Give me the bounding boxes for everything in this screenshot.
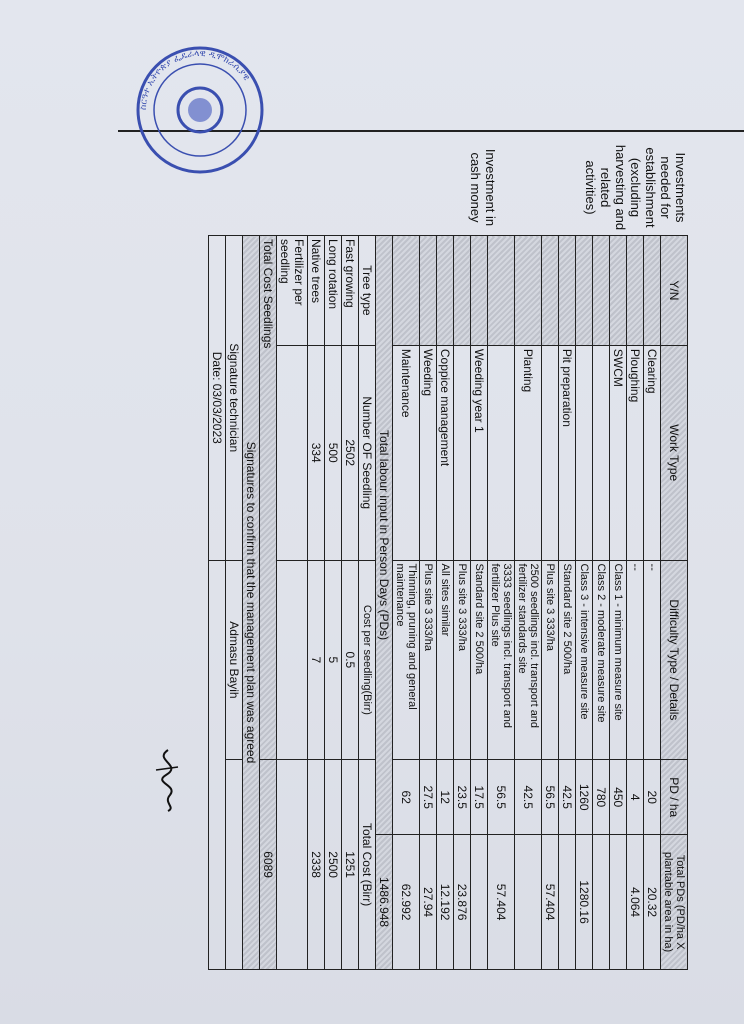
technician-row <box>226 236 243 970</box>
seedling-row <box>277 236 308 970</box>
labour-row <box>576 236 593 970</box>
cell-diff: 3333 seedlings incl. transport and fertilizer Plus site <box>488 560 515 760</box>
cell-total <box>559 835 576 970</box>
cell-pd: 1260 <box>576 760 593 835</box>
labour-row <box>593 236 610 970</box>
seedling-row <box>325 236 342 970</box>
cell-pd: 56.5 <box>488 760 515 835</box>
cell-work: Weeding <box>420 345 437 560</box>
cell-work <box>488 345 515 560</box>
cell-diff: Class 1 - minimum measure site <box>610 560 627 760</box>
cell-pd: 42.5 <box>559 760 576 835</box>
labour-table <box>208 235 688 970</box>
cell-work: Planting <box>515 345 542 560</box>
labour-row <box>488 236 515 970</box>
cell-pd: 23.5 <box>454 760 471 835</box>
labour-row <box>393 236 420 970</box>
labour-row <box>627 236 644 970</box>
cell-pd: 450 <box>610 760 627 835</box>
number-seedling-header: Number OF Seedling <box>359 345 376 560</box>
labour-row <box>644 236 661 970</box>
cell-work: SWCM <box>610 345 627 560</box>
cell-total: 27.94 <box>420 835 437 970</box>
cost-per-header: Cost per seedling(Birr) <box>359 560 376 760</box>
cell-work: Pit preparation <box>559 345 576 560</box>
seedling-number <box>277 345 308 560</box>
pd-ha-header: PD / ha <box>661 760 688 835</box>
rotated-form <box>128 140 688 1000</box>
cell-diff: Class 3 - intensive measure site <box>576 560 593 760</box>
seedling-total: 2500 <box>325 760 342 970</box>
seedling-type: Native trees <box>308 236 325 346</box>
cell-yn <box>471 236 488 346</box>
signature-mark <box>148 745 188 815</box>
cell-yn <box>488 236 515 346</box>
seedling-cost <box>277 560 308 760</box>
technician-label: Signature technician <box>226 236 243 561</box>
seedling-header-row <box>359 236 376 970</box>
cell-diff: -- <box>644 560 661 760</box>
cell-yn <box>593 236 610 346</box>
cell-total: 1280.16 <box>576 835 593 970</box>
cell-total: 4.064 <box>627 835 644 970</box>
cell-total: 12.192 <box>437 835 454 970</box>
total-cost-seedlings-value: 6089 <box>260 760 277 970</box>
seedling-total: 2338 <box>308 760 325 970</box>
seedling-cost: 0.5 <box>342 560 359 760</box>
seedling-number: 334 <box>308 345 325 560</box>
cell-diff: -- <box>627 560 644 760</box>
cell-diff: Plus site 3 333/ha <box>420 560 437 760</box>
seedling-type: Fertilizer per seedling <box>277 236 308 346</box>
cell-diff: Plus site 3 333/ha <box>454 560 471 760</box>
total-labour-value: 1486.948 <box>376 835 393 970</box>
tree-type-header: Tree type <box>359 236 376 346</box>
cell-total <box>593 835 610 970</box>
seedling-total: 1251 <box>342 760 359 970</box>
seedling-row <box>342 236 359 970</box>
labour-row <box>471 236 488 970</box>
total-cost-seedlings-row <box>260 236 277 970</box>
confirm-row <box>243 236 260 970</box>
labour-row <box>515 236 542 970</box>
cell-yn <box>542 236 559 346</box>
cell-yn <box>393 236 420 346</box>
total-labour-label: Total labour input in Person Days (PDs) <box>376 236 393 835</box>
cell-pd: 17.5 <box>471 760 488 835</box>
cell-diff: 2500 seedlings incl. transport and fertilizer standards site <box>515 560 542 760</box>
cell-total: 62.992 <box>393 835 420 970</box>
cell-total: 23.876 <box>454 835 471 970</box>
cell-total: 57.404 <box>488 835 515 970</box>
cell-diff: Class 2 - moderate measure site <box>593 560 610 760</box>
date-blank <box>209 560 226 969</box>
cell-pd: 4 <box>627 760 644 835</box>
confirm-text: Signatures to confirm that the management plan was agreed <box>243 236 260 970</box>
cell-yn <box>610 236 627 346</box>
cell-pd: 20 <box>644 760 661 835</box>
cell-yn <box>454 236 471 346</box>
cell-diff: Standard site 2 500/ha <box>559 560 576 760</box>
signature-cell <box>226 760 243 970</box>
seedling-type: Fast growing <box>342 236 359 346</box>
cell-total: 20.32 <box>644 835 661 970</box>
cell-work <box>593 345 610 560</box>
total-labour-row <box>376 236 393 970</box>
cell-diff: Thinning, pruning and general maintenance <box>393 560 420 760</box>
cell-work <box>576 345 593 560</box>
yn-header: Y/N <box>661 236 688 346</box>
cell-work: Maintenance <box>393 345 420 560</box>
date-row <box>209 236 226 970</box>
difficulty-header: Difficulty Type / Details <box>661 560 688 760</box>
cell-yn <box>644 236 661 346</box>
labour-row <box>454 236 471 970</box>
labour-row <box>610 236 627 970</box>
seedling-number: 2502 <box>342 345 359 560</box>
cell-yn <box>515 236 542 346</box>
seedling-total <box>277 760 308 970</box>
technician-name: Admasu Bayih <box>226 560 243 760</box>
seedling-type: Long rotation <box>325 236 342 346</box>
cell-yn <box>437 236 454 346</box>
cell-yn <box>559 236 576 346</box>
labour-row <box>437 236 454 970</box>
seedling-cost: 7 <box>308 560 325 760</box>
investments-label: Investments needed for establishment (excluding harvesting and related activities) <box>583 144 688 231</box>
cell-work: Clearing <box>644 345 661 560</box>
cell-yn <box>420 236 437 346</box>
cell-yn <box>627 236 644 346</box>
cell-work <box>542 345 559 560</box>
work-type-header: Work Type <box>661 345 688 560</box>
total-cost-seedlings-label: Total Cost Seedlings <box>260 236 277 760</box>
total-cost-header: Total Cost (Birr) <box>359 760 376 970</box>
cell-pd: 42.5 <box>515 760 542 835</box>
cell-total <box>610 835 627 970</box>
cell-total <box>471 835 488 970</box>
cell-yn <box>576 236 593 346</box>
cell-work <box>454 345 471 560</box>
total-pds-header: Total PDs (PD/ha X plantable area in ha) <box>661 835 688 970</box>
official-stamp <box>130 40 270 180</box>
cash-label: Investment in cash money <box>468 148 498 227</box>
cell-pd: 62 <box>393 760 420 835</box>
cell-diff: Standard site 2 500/ha <box>471 560 488 760</box>
cell-diff: All sites similar <box>437 560 454 760</box>
cell-total <box>515 835 542 970</box>
cell-work: Ploughing <box>627 345 644 560</box>
seedling-row <box>308 236 325 970</box>
cell-pd: 27.5 <box>420 760 437 835</box>
cell-pd: 780 <box>593 760 610 835</box>
cell-work: Weeding year 1 <box>471 345 488 560</box>
seedling-cost: 5 <box>325 560 342 760</box>
cell-pd: 56.5 <box>542 760 559 835</box>
stamp-text: ስርዓተ ኢትዮጵያ ፌዴራላዊ ዲሞክራሲያዊ <box>138 48 252 111</box>
labour-rows <box>393 236 661 970</box>
date-text: Date: 03/03/2023 <box>209 236 226 561</box>
cell-total: 57.404 <box>542 835 559 970</box>
header-row <box>661 236 688 970</box>
seedling-rows <box>277 236 359 970</box>
seedling-number: 500 <box>325 345 342 560</box>
cell-work: Coppice management <box>437 345 454 560</box>
cell-pd: 12 <box>437 760 454 835</box>
labour-row <box>420 236 437 970</box>
cell-diff: Plus site 3 333/ha <box>542 560 559 760</box>
labour-row <box>542 236 559 970</box>
labour-row <box>559 236 576 970</box>
